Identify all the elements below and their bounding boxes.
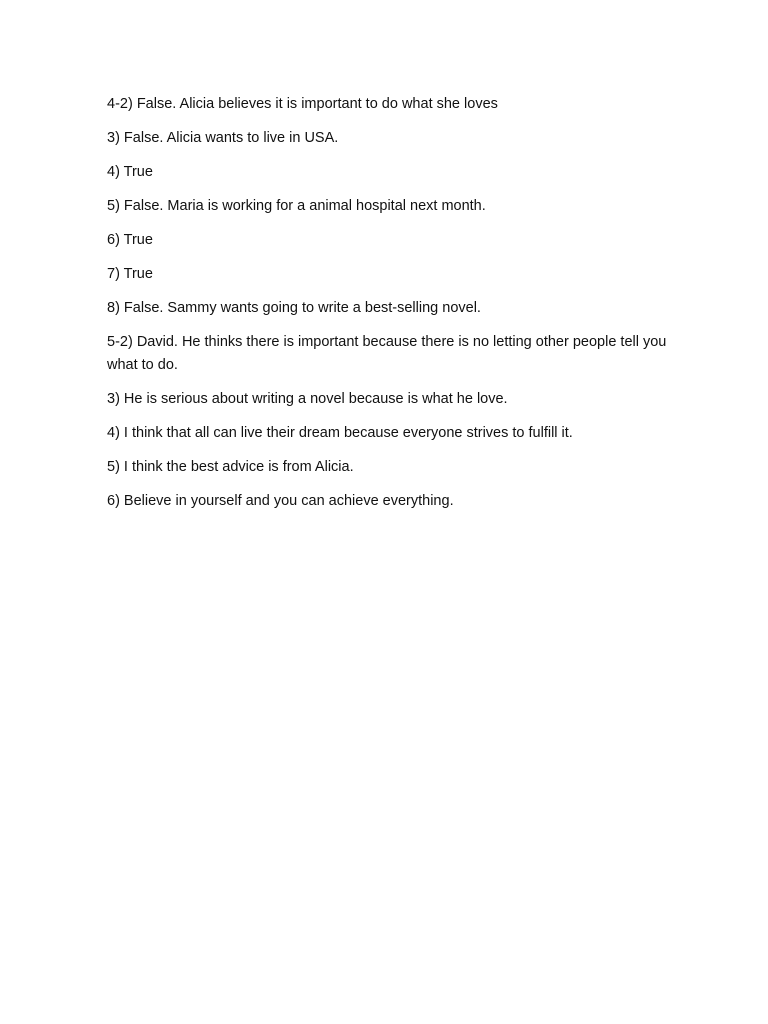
answer-line-3b: 3) He is serious about writing a novel because is what he love. [107,391,508,407]
answer-line-4: 4) True [107,164,153,180]
answer-line-7: 7) True [107,266,153,282]
answer-line-5-2: 5-2) David. He thinks there is important because there is no letting other people tell you what to do. [107,334,667,373]
answer-line-3: 3) False. Alicia wants to live in USA. [107,130,339,146]
answer-line-5b: 5) I think the best advice is from Alicia. [107,459,354,475]
answer-line-6: 6) True [107,232,153,248]
answer-line-4-2: 4-2) False. Alicia believes it is important to do what she loves [107,96,498,112]
answer-line-8: 8) False. Sammy wants going to write a best-selling novel. [107,300,481,316]
answer-list [107,93,667,524]
answer-line-5: 5) False. Maria is working for a animal hospital next month. [107,198,486,214]
answer-line-6b: 6) Believe in yourself and you can achieve everything. [107,493,454,509]
answer-line-4b: 4) I think that all can live their dream because everyone strives to fulfill it. [107,425,573,441]
